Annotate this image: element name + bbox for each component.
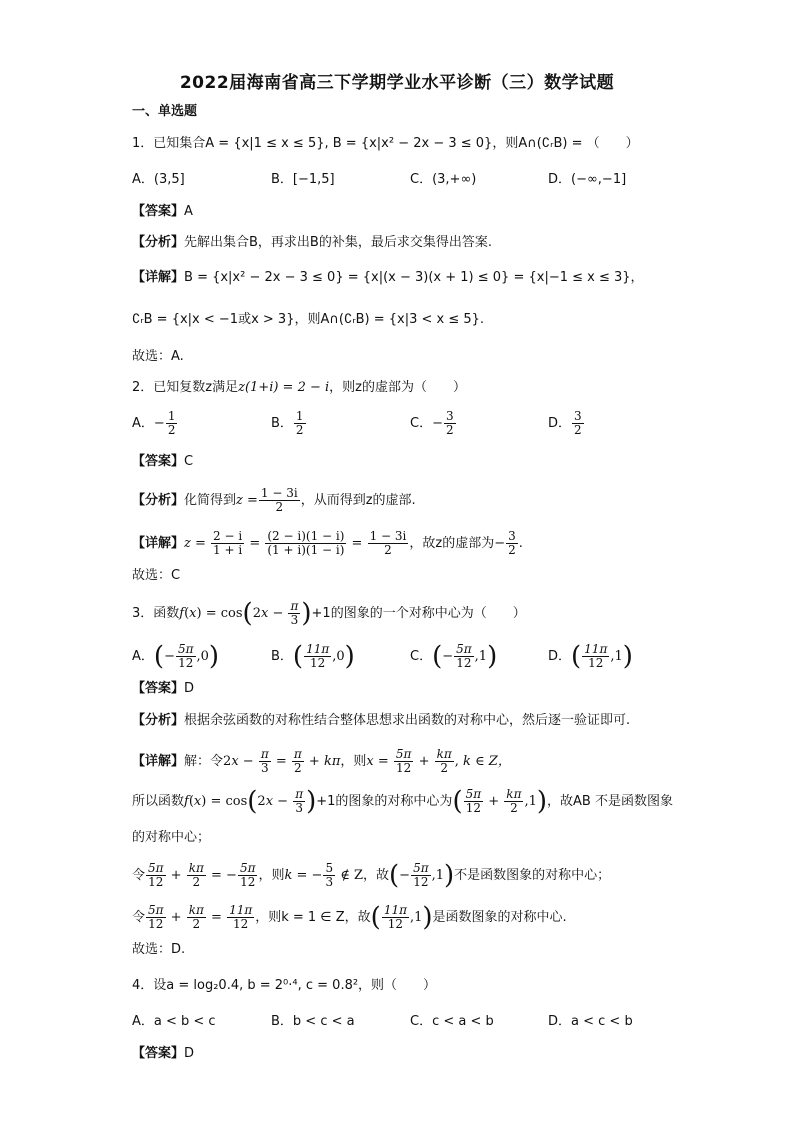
numerator: 5π bbox=[456, 642, 472, 656]
q1-option-b: B．[−1,5] bbox=[271, 172, 335, 187]
numerator: π bbox=[260, 747, 269, 761]
q3-detail-prefix: 解：令 bbox=[184, 754, 224, 769]
answer-label: 【答案】 bbox=[132, 681, 185, 696]
q2-stem-prefix: 2．已知复数z满足 bbox=[132, 380, 239, 395]
m: x bbox=[231, 754, 239, 769]
paren-right: ) bbox=[306, 786, 317, 817]
denominator: 2 bbox=[294, 761, 302, 775]
m: = bbox=[206, 910, 227, 925]
q1-detail-row bbox=[132, 268, 644, 288]
m: + bbox=[414, 754, 434, 769]
paren-left: ( bbox=[153, 641, 165, 672]
fraction bbox=[582, 643, 609, 670]
q3-option-c: C．(− $\frac{5\pi}{12}$ ,1) bbox=[410, 641, 498, 672]
analysis-label: 【分析】 bbox=[132, 713, 185, 728]
q1-option-a: A．(3,5] bbox=[132, 172, 185, 187]
choose-label: 故选： bbox=[132, 942, 172, 957]
numerator: 11π bbox=[584, 642, 608, 656]
answer-label: 【答案】 bbox=[132, 204, 185, 219]
fraction bbox=[464, 788, 484, 815]
paren-right: ) bbox=[444, 860, 455, 891]
fraction bbox=[187, 904, 206, 931]
numerator: 5π bbox=[413, 861, 429, 875]
fraction bbox=[176, 643, 196, 670]
m: x bbox=[193, 794, 202, 809]
fraction bbox=[435, 748, 454, 775]
denominator: 2 bbox=[508, 543, 516, 557]
denominator: 2 bbox=[295, 423, 304, 437]
m: = − bbox=[206, 868, 237, 883]
m: f bbox=[184, 794, 189, 809]
fraction bbox=[146, 904, 166, 931]
q4-option-a: A．a < b < c bbox=[132, 1014, 216, 1029]
m: + bbox=[166, 910, 186, 925]
q2-choose-row bbox=[132, 566, 180, 586]
numerator: 3 bbox=[445, 409, 454, 423]
q3-var-x: x bbox=[189, 606, 197, 621]
q1-choose: A. bbox=[171, 349, 184, 364]
q2-option-c bbox=[410, 410, 457, 437]
numerator: 5π bbox=[177, 642, 194, 656]
q1-analysis-row bbox=[132, 233, 492, 253]
section-heading: 一、单选题 bbox=[132, 104, 198, 119]
denominator: 12 bbox=[413, 875, 429, 889]
numerator: π bbox=[290, 599, 299, 613]
denominator: 3 bbox=[325, 875, 334, 889]
answer-label: 【答案】 bbox=[132, 1046, 185, 1061]
m: k bbox=[284, 868, 293, 883]
q3-stem bbox=[132, 600, 526, 627]
numerator: 1 − 3i bbox=[260, 486, 298, 500]
q1-option-d: D．(−∞,−1] bbox=[548, 172, 627, 187]
q4-answer: D bbox=[184, 1046, 195, 1061]
q3-choose: D. bbox=[171, 942, 186, 957]
numerator: 5π bbox=[148, 903, 164, 917]
detail-label: 【详解】 bbox=[132, 754, 185, 769]
q2-detail-suffix: ，故z的虚部为 bbox=[409, 536, 495, 551]
q2-option-b bbox=[271, 410, 307, 437]
m: 2 bbox=[257, 794, 266, 809]
denominator: 12 bbox=[465, 801, 481, 815]
denominator: 3 bbox=[260, 761, 269, 775]
denominator: 12 bbox=[588, 656, 604, 670]
numerator: 11π bbox=[306, 642, 330, 656]
numerator: kπ bbox=[188, 903, 204, 917]
q3-function: f bbox=[179, 606, 185, 621]
q3-line4-suffix: 不是函数图象的对称中心； bbox=[454, 868, 611, 883]
denominator: 12 bbox=[233, 917, 249, 931]
m: ∉ Z，故 bbox=[336, 868, 390, 883]
denominator: 2 bbox=[192, 917, 201, 931]
q3-inner: 2 bbox=[252, 606, 261, 621]
q3-answer: D bbox=[184, 681, 195, 696]
m: = − bbox=[292, 868, 323, 883]
numerator: 5π bbox=[239, 861, 256, 875]
numerator: 11π bbox=[383, 903, 407, 917]
denominator: 2 bbox=[192, 875, 201, 889]
numerator: kπ bbox=[188, 861, 204, 875]
q1-choose-row bbox=[132, 347, 184, 367]
fraction bbox=[454, 643, 474, 670]
m: ,1 bbox=[524, 794, 537, 809]
q2-stem bbox=[132, 378, 466, 398]
q2-detail-fraction-2 bbox=[265, 530, 346, 557]
analysis-label: 【分析】 bbox=[132, 493, 185, 508]
q3-analysis: 根据余弦函数的对称性结合整体思想求出函数的对称中心，然后逐一验证即可. bbox=[184, 713, 631, 728]
numerator: 3 bbox=[574, 409, 582, 423]
fraction bbox=[293, 788, 305, 815]
q2-detail-row bbox=[132, 530, 523, 557]
q1-answer: A bbox=[184, 204, 193, 219]
fraction bbox=[146, 862, 166, 889]
page-title: 2022届海南省高三下学期学业水平诊断（三）数学试题 bbox=[179, 73, 615, 93]
q4-stem: 4．设a = log₂0.4, b = 2⁰·⁴, c = 0.8²，则（ ） bbox=[132, 978, 437, 993]
q2-detail-fraction-3 bbox=[368, 530, 409, 557]
q2-detail-eq-sign: = bbox=[190, 536, 211, 551]
q2-option-c-letter: C． bbox=[410, 416, 433, 431]
q3-detail-mid: ，则 bbox=[340, 754, 367, 769]
sign: − bbox=[164, 649, 175, 664]
q2-option-d-fraction bbox=[572, 410, 584, 437]
numerator: 1 − 3i bbox=[369, 529, 407, 543]
numerator: (2 − i)(1 − i) bbox=[267, 529, 345, 543]
q3-pi-over-3 bbox=[288, 600, 300, 627]
detail-label: 【详解】 bbox=[132, 270, 185, 285]
q3-option-d: D．( $\frac{11\pi}{12}$ ,1) bbox=[548, 641, 633, 672]
q3-line-2 bbox=[132, 788, 673, 815]
fraction bbox=[323, 862, 335, 889]
numerator: π bbox=[295, 787, 304, 801]
denominator: 3 bbox=[295, 801, 303, 815]
q3-analysis-row bbox=[132, 711, 630, 731]
denominator: 2 bbox=[440, 761, 449, 775]
numerator: 5π bbox=[465, 787, 482, 801]
paren-right: ) bbox=[301, 598, 312, 629]
q3-var-x-2: x bbox=[260, 606, 269, 621]
denominator: 12 bbox=[310, 656, 326, 670]
q2-option-d-letter: D． bbox=[548, 416, 572, 431]
fraction bbox=[259, 748, 271, 775]
q3-line-3: 的对称中心； bbox=[132, 830, 211, 845]
detail-label: 【详解】 bbox=[132, 536, 185, 551]
choose-label: 故选： bbox=[132, 349, 172, 364]
q3-stem-prefix: 3．函数 bbox=[132, 606, 180, 621]
denominator: 12 bbox=[240, 875, 256, 889]
denominator: 2 bbox=[510, 801, 518, 815]
q2-option-a-letter: A． bbox=[132, 416, 154, 431]
q2-detail-fraction-4 bbox=[506, 530, 518, 557]
paren-left: ( bbox=[242, 598, 253, 629]
m: ) = cos bbox=[201, 794, 248, 809]
denominator: 12 bbox=[178, 656, 194, 670]
denominator: 12 bbox=[148, 917, 164, 931]
sign: − bbox=[442, 649, 454, 664]
q3-line-4 bbox=[132, 862, 610, 889]
numerator: π bbox=[293, 747, 302, 761]
numerator: 5 bbox=[325, 861, 334, 875]
q1-analysis: 先解出集合B，再求出B的补集，最后求交集得出答案. bbox=[184, 235, 492, 250]
fraction bbox=[187, 862, 206, 889]
q2-analysis-lhs: z = bbox=[236, 493, 258, 508]
numerator: 1 bbox=[295, 409, 304, 423]
q2-stem-suffix: ，则z的虚部为（ ） bbox=[329, 380, 466, 395]
fraction bbox=[382, 904, 409, 931]
q3-line5-suffix: 是函数图象的对称中心. bbox=[432, 910, 567, 925]
q4-option-b: B．b < c < a bbox=[271, 1014, 355, 1029]
q4-option-d: D．a < c < b bbox=[548, 1014, 633, 1029]
q1-answer-row bbox=[132, 202, 193, 222]
q3-option-b: B．( $\frac{11\pi}{12}$ ,0) bbox=[271, 641, 355, 672]
fraction bbox=[292, 748, 304, 775]
q3-minus: − bbox=[268, 606, 288, 621]
paren-left: ( bbox=[389, 860, 400, 891]
q2-analysis-fraction bbox=[259, 487, 300, 514]
q2-answer: C bbox=[184, 454, 194, 469]
q3-line2-suffix: ，故AB 不是函数图象 bbox=[547, 794, 673, 809]
m: = bbox=[271, 754, 291, 769]
paren-right: ) bbox=[344, 641, 355, 672]
m: , bbox=[454, 754, 464, 769]
choose-label: 故选： bbox=[132, 568, 172, 583]
paren-right: ) bbox=[487, 641, 498, 672]
q2-answer-row bbox=[132, 452, 193, 472]
denominator: (1 + i)(1 − i) bbox=[267, 543, 345, 557]
q3-choose-row bbox=[132, 940, 185, 960]
paren-right: ) bbox=[422, 902, 433, 933]
coord-y: ,1 bbox=[474, 649, 488, 664]
paren-right: ) bbox=[622, 641, 633, 672]
q2-option-d bbox=[548, 410, 585, 437]
analysis-label: 【分析】 bbox=[132, 235, 185, 250]
q3-line2-mid: +1的图象的对称中心为 bbox=[316, 794, 453, 809]
q1-detail-1: B = {x|x² − 2x − 3 ≤ 0} = {x|(x − 3)(x + 1) ≤ 0} = {x|−1 ≤ x ≤ 3}， bbox=[184, 270, 644, 285]
paren-left: ( bbox=[452, 786, 463, 817]
coord-y: ,0 bbox=[332, 649, 345, 664]
m: ( bbox=[188, 794, 194, 809]
q2-analysis-prefix: 化简得到 bbox=[184, 493, 237, 508]
q3-function-arg: ( bbox=[184, 606, 190, 621]
fraction bbox=[411, 862, 431, 889]
answer-label: 【答案】 bbox=[132, 454, 185, 469]
m: + bbox=[166, 868, 186, 883]
q3-detail-end: k ∈ Z， bbox=[463, 754, 511, 769]
denominator: 12 bbox=[387, 917, 404, 931]
fraction bbox=[227, 904, 254, 931]
q3-line4-prefix: 令 bbox=[132, 868, 146, 883]
q3-line-5 bbox=[132, 904, 567, 931]
q3-answer-row bbox=[132, 679, 194, 699]
q2-option-c-sign: − bbox=[432, 416, 443, 431]
q3-stem-suffix: +1的图象的一个对称中心为（ ） bbox=[311, 606, 526, 621]
denominator: 3 bbox=[290, 613, 299, 627]
numerator: 11π bbox=[229, 903, 253, 917]
m: − bbox=[273, 794, 293, 809]
m: + bbox=[484, 794, 504, 809]
m: = bbox=[373, 754, 393, 769]
paren-left: ( bbox=[292, 641, 304, 672]
q2-option-b-fraction bbox=[294, 410, 306, 437]
denominator: 2 bbox=[275, 500, 284, 514]
q3-option-a: A．(− $\frac{5\pi}{12}$ ,0) bbox=[132, 641, 220, 672]
q2-detail-z: z bbox=[184, 536, 191, 551]
denominator: 12 bbox=[456, 656, 472, 670]
q2-stem-equation: z(1+i) = 2 − i bbox=[238, 380, 330, 395]
numerator: kπ bbox=[436, 747, 452, 761]
q2-option-b-letter: B． bbox=[271, 416, 293, 431]
q3-detail-row bbox=[132, 748, 511, 775]
q2-detail-fraction-1 bbox=[211, 530, 244, 557]
numerator: 5π bbox=[395, 747, 412, 761]
q3-function-eq: ) = cos bbox=[196, 606, 243, 621]
paren-left: ( bbox=[571, 641, 582, 672]
paren-right: ) bbox=[536, 786, 548, 817]
numerator: 3 bbox=[508, 529, 516, 543]
m: − bbox=[399, 868, 411, 883]
denominator: 1 + i bbox=[213, 543, 243, 557]
denominator: 12 bbox=[148, 875, 164, 889]
coord-y: ,0 bbox=[196, 649, 209, 664]
q2-detail-eq-sign-3: = bbox=[347, 536, 367, 551]
q2-option-a bbox=[132, 410, 178, 437]
denominator: 12 bbox=[396, 761, 412, 775]
m: 2 bbox=[223, 754, 232, 769]
fraction bbox=[394, 748, 414, 775]
q4-answer-row bbox=[132, 1044, 194, 1064]
q3-line5-mid: ，则k = 1 ∈ Z，故 bbox=[255, 910, 371, 925]
m: ,1 bbox=[409, 910, 423, 925]
paren-left: ( bbox=[247, 786, 258, 817]
numerator: 1 bbox=[167, 409, 176, 423]
fraction bbox=[304, 643, 331, 670]
m: x bbox=[366, 754, 374, 769]
numerator: kπ bbox=[506, 787, 522, 801]
q4-option-c: C．c < a < b bbox=[410, 1014, 494, 1029]
q2-detail-end: . bbox=[518, 536, 523, 551]
q3-line5-prefix: 令 bbox=[132, 910, 146, 925]
numerator: 5π bbox=[148, 861, 164, 875]
q1-option-c: C．(3,+∞) bbox=[410, 172, 477, 187]
q1-detail-2: ∁ᵣB = {x|x < −1或x > 3}，则A∩(∁ᵣB) = {x|3 < x ≤ 5}. bbox=[132, 312, 485, 327]
coord-y: ,1 bbox=[610, 649, 623, 664]
fraction bbox=[238, 862, 258, 889]
q2-analysis-row bbox=[132, 487, 416, 514]
q3-line2-prefix: 所以函数 bbox=[132, 794, 185, 809]
denominator: 2 bbox=[445, 423, 454, 437]
q2-detail-neg: − bbox=[494, 536, 506, 551]
denominator: 2 bbox=[167, 423, 176, 437]
m: kπ bbox=[323, 754, 341, 769]
q1-stem: 1．已知集合A = {x|1 ≤ x ≤ 5}, B = {x|x² − 2x − 3 ≤ 0}，则A∩(∁ᵣB) = （ ） bbox=[132, 136, 639, 151]
q2-analysis-suffix: ，从而得到z的虚部. bbox=[300, 493, 416, 508]
denominator: 2 bbox=[384, 543, 392, 557]
denominator: 2 bbox=[574, 423, 582, 437]
m: + bbox=[304, 754, 324, 769]
paren-left: ( bbox=[370, 902, 381, 933]
q3-line4-mid: ，则 bbox=[258, 868, 285, 883]
m: x bbox=[265, 794, 274, 809]
q2-option-a-fraction bbox=[166, 410, 178, 437]
q2-option-c-fraction bbox=[444, 410, 456, 437]
numerator: 2 − i bbox=[213, 529, 243, 543]
m: ,1 bbox=[431, 868, 445, 883]
m: − bbox=[238, 754, 258, 769]
q2-choose: C bbox=[171, 568, 181, 583]
paren-left: ( bbox=[432, 641, 443, 672]
fraction bbox=[504, 788, 523, 815]
q2-option-a-sign: − bbox=[153, 416, 165, 431]
paren-right: ) bbox=[208, 641, 220, 672]
q2-detail-eq-sign-2: = bbox=[245, 536, 265, 551]
